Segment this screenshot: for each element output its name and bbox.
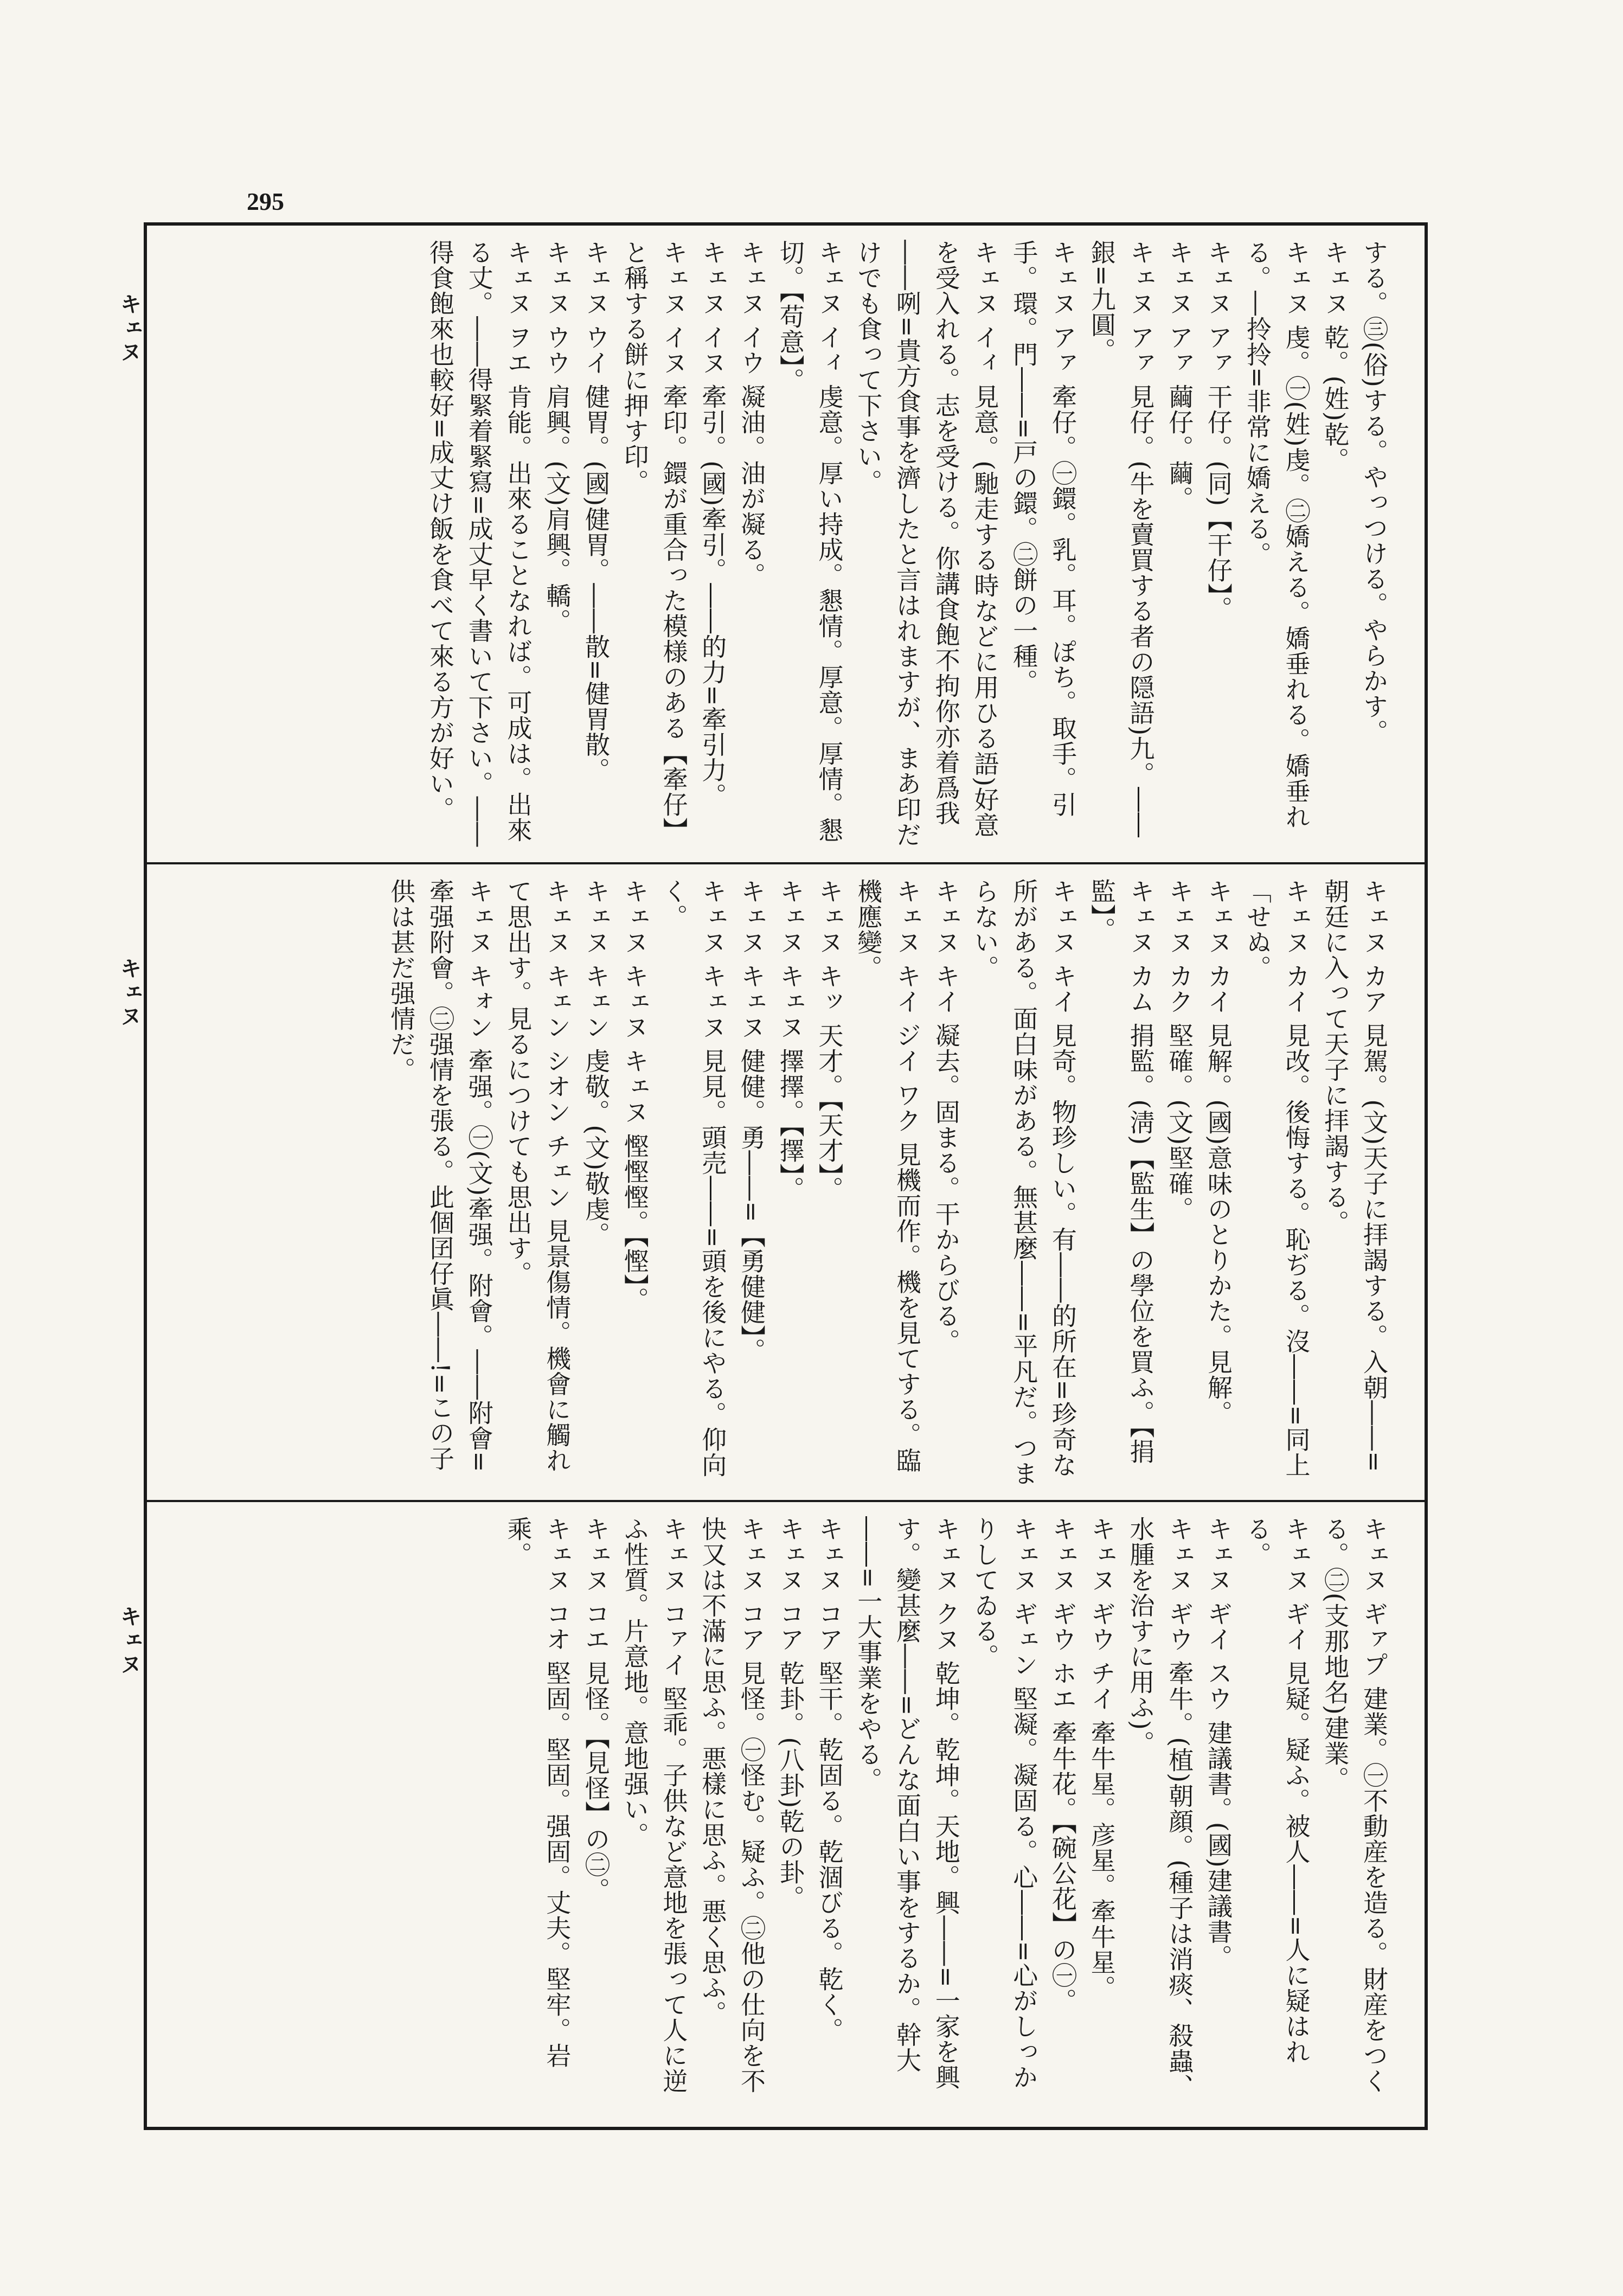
entry: キェヌ キェヌ キェヌ 慳慳慳。【慳】。 bbox=[620, 878, 650, 1312]
entry: キェヌ カイ 見解。(國)意味のとりかた。見解。 bbox=[1204, 878, 1233, 1426]
entry: キェヌ イィ 見意。(馳走する時などに用ひる語)好意を受入れる。志を受ける。你講食飽不拘你亦着爲我――咧=貴方食事を濟したと言はれますが、まあ印だけでも食って下さい。 bbox=[854, 240, 1000, 848]
entry: キェヌ キェヌ 見見。頭売――=頭を後にやる。仰向く。 bbox=[659, 878, 728, 1478]
tier-top bbox=[147, 226, 1425, 864]
entry: キェヌ ウウ 肩興。(文)肩興。轎。 bbox=[542, 240, 572, 634]
entry: キェヌ ウイ 健胃。(國)健胃。――散=健胃散。 bbox=[581, 240, 611, 783]
entry: キェヌ キイ 凝去。固まる。干からびる。 bbox=[931, 878, 961, 1355]
tier-bottom bbox=[147, 1502, 1425, 2127]
entry: キェヌ イウ 凝油。油が凝る。 bbox=[737, 240, 766, 588]
entry: キェヌ コア 乾卦。(八卦)乾の卦。 bbox=[775, 1516, 805, 1911]
running-head-top: キェヌ bbox=[117, 293, 142, 364]
entry: キェヌ アァ 見仔。(牛を賣買する者の隠語)九。――銀=九圓。 bbox=[1087, 240, 1156, 838]
entry: キェヌ アァ 干仔。(同)【干仔】。 bbox=[1204, 240, 1233, 622]
entry: キェヌ キェヌ 擇擇。【擇】。 bbox=[775, 878, 805, 1202]
entry: キェヌ カア 見駕。(文)天子に拝謁する。入朝――=朝廷に入って天子に拝謁する。 bbox=[1320, 878, 1389, 1473]
tier-middle bbox=[147, 864, 1425, 1502]
entry-columns bbox=[169, 878, 1393, 1488]
entry: キェヌ キェヌ 健健。勇――=【勇健健】。 bbox=[737, 878, 766, 1363]
entry: キェヌ イヌ 牽引。(國)牽引。――的力=牽引力。 bbox=[698, 240, 728, 809]
entry: キェヌ コァイ 堅乖。子供など意地を張って人に逆ふ性質。片意地。意地强い。 bbox=[620, 1516, 689, 2094]
entry: キェヌ カム 捐監。(淸)【監生】の學位を買ふ。【捐監】。 bbox=[1087, 878, 1156, 1465]
entry: キェヌ アァ 牽仔。㊀鐶。乳。耳。ぽち。取手。引手。環。門――=戸の鐶。㊁餅の一種。 bbox=[1009, 240, 1077, 818]
entry: キェヌ ギウ チイ 牽牛星。彦星。牽牛星。 bbox=[1087, 1516, 1117, 2000]
entry: キェヌ イヌ 牽印。鐶が重合った模様のある【牽仔】と稱する餅に押す印。 bbox=[620, 240, 689, 843]
entry: キェヌ コオ 堅固。堅固。强固。丈夫。堅牢。岩乘。 bbox=[503, 1516, 572, 2069]
entry: キェヌ 虔。㊀(姓)虔。㊁嬌える。嬌垂れる。嬌垂れる。―拎拎=非常に嬌える。 bbox=[1242, 240, 1311, 830]
entry: キェヌ コエ 見怪。【見怪】の㊁。 bbox=[581, 1516, 611, 1903]
entry: キェヌ イィ 虔意。厚い持成。懇情。厚意。厚情。懇切。【苟意】。 bbox=[775, 240, 844, 843]
entry: キェヌ カイ 見改。後悔する。恥ぢる。沒――=同上「せぬ。 bbox=[1242, 878, 1311, 1478]
running-head-middle: キェヌ bbox=[117, 957, 142, 1029]
entry: キェヌ クヌ 乾坤。乾坤。天地。興――=一家を興す。變甚麼――=どんな面白い事をするか。幹大――=一大事業をやる。 bbox=[854, 1516, 961, 2090]
entry: する。㊂(俗)する。やっつける。やらかす。 bbox=[1359, 240, 1389, 745]
entry: キェヌ ギイ 見疑。疑ふ。被人――=人に疑はれる。 bbox=[1242, 1516, 1311, 2064]
entry-columns bbox=[169, 240, 1393, 850]
entry: キェヌ キイ ジイ ワク 見機而作。機を見てする。臨機應變。 bbox=[854, 878, 922, 1473]
entry: キェヌ 乾。(姓)乾。 bbox=[1320, 240, 1350, 473]
page-number: 295 bbox=[247, 188, 284, 215]
entry: キェヌ ギェン 堅凝。凝固る。心――=心がしっかりしてゐる。 bbox=[970, 1516, 1039, 2090]
entry: キェヌ ギウ ホエ 牽牛花。【碗公花】の㊀。 bbox=[1048, 1516, 1077, 2013]
entry-columns bbox=[169, 1516, 1393, 2115]
entry: キェヌ ギウ 牽牛。(植)朝顔。(種子は消痰、殺蟲、水腫を治すに用ふ)。 bbox=[1126, 1516, 1195, 2100]
running-head-bottom: キェヌ bbox=[117, 1605, 142, 1677]
entry: キェヌ ギイ スウ 建議書。(國)建議書。 bbox=[1204, 1516, 1233, 1970]
entry: キェヌ カク 堅確。(文)堅確。 bbox=[1165, 878, 1195, 1222]
entry: キェヌ アァ 繭仔。繭。 bbox=[1165, 240, 1195, 512]
entry: キェヌ キェン 虔敬。(文)敬虔。 bbox=[581, 878, 611, 1248]
dictionary-frame bbox=[144, 222, 1428, 2130]
entry: キェヌ キェン シオン チェン 見景傷情。機會に觸れて思出す。見るにつけても思出す。 bbox=[503, 878, 572, 1473]
entry: キェヌ ギァプ 建業。㊀不動産を造る。財産をつくる。㊁(支那地名)建業。 bbox=[1320, 1516, 1389, 2094]
entry: キェヌ コア 堅干。乾固る。乾涸びる。乾く。 bbox=[814, 1516, 844, 2043]
entry: キェヌ ヲエ 肯能。出來ることなれば。可成は。出來る丈。――得緊着緊寫=成丈早く書いて下さい。――得食飽來也較好=成丈け飯を食べて來る方が好い。 bbox=[426, 240, 533, 848]
entry: キェヌ キォン 牽强。㊀(文)牽强。附會。――附會=牽强附會。㊁强情を張る。此個囝仔眞――!=この子供は甚だ强情だ。 bbox=[387, 878, 494, 1473]
entry: キェヌ キッ 天才。【天才】。 bbox=[814, 878, 844, 1202]
entry: キェヌ コア 見怪。㊀怪む。疑ふ。㊁他の仕向を不快又は不滿に思ふ。悪樣に思ふ。悪く思ふ。 bbox=[698, 1516, 766, 2094]
entry: キェヌ キイ 見奇。物珍しい。有――的所在=珍奇な所がある。面白味がある。無甚麼――=平凡だ。つまらない。 bbox=[970, 878, 1077, 1486]
